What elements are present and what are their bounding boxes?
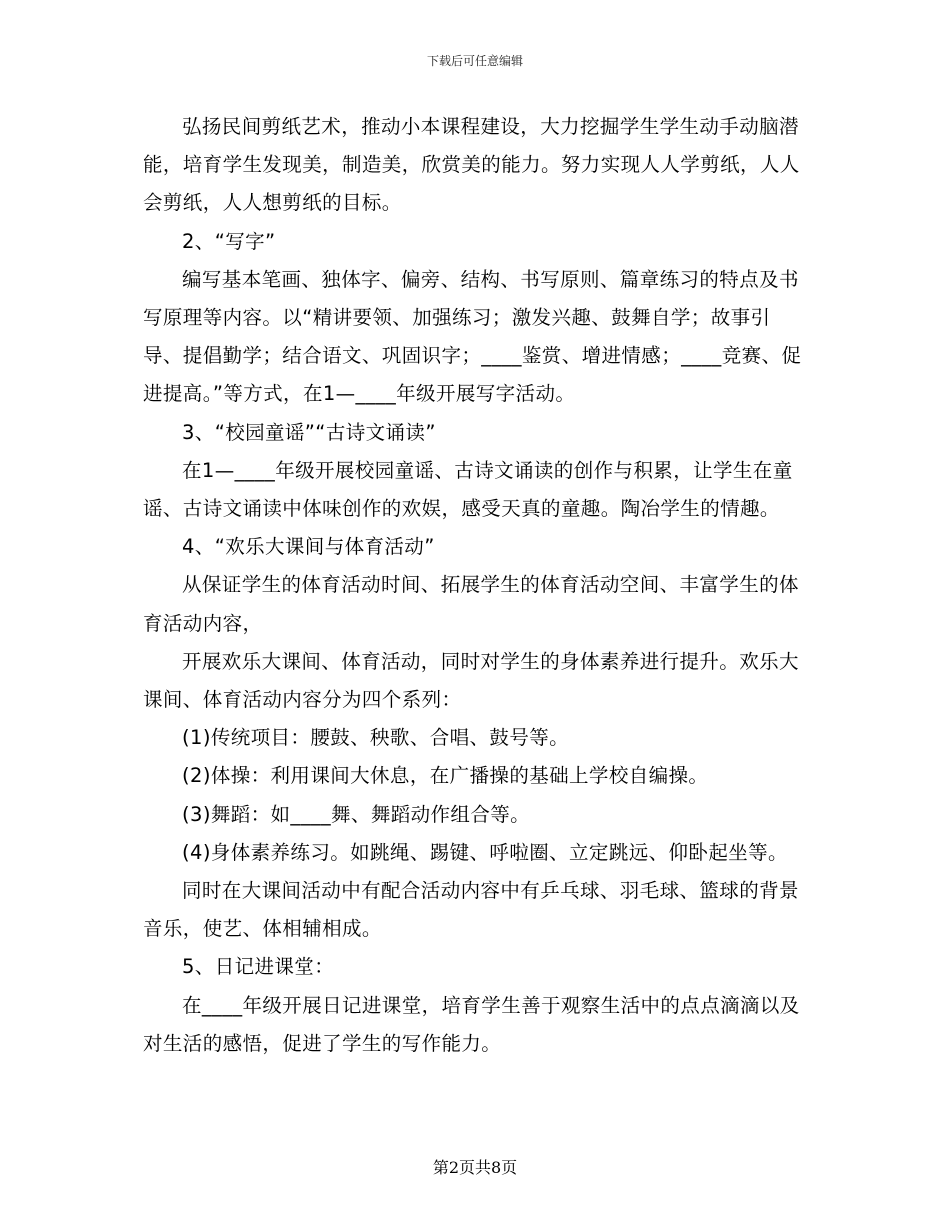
list-item-dance: (3)舞蹈：如____舞、舞蹈动作组合等。	[182, 802, 531, 826]
list-item-fitness: (4)身体素养练习。如跳绳、踢键、呼啦圈、立定跳远、仰卧起坐等。	[182, 840, 788, 864]
section-heading-writing: 2、“写字”	[182, 229, 276, 253]
section-heading-recess-sports: 4、“欢乐大课间与体育活动”	[182, 535, 435, 559]
paragraph-recess-sports-1: 从保证学生的体育活动时间、拓展学生的体育活动空间、丰富学生的体育活动内容，	[143, 573, 799, 635]
section-heading-diary: 5、日记进课堂：	[182, 955, 335, 979]
paragraph-diary: 在____年级开展日记进课堂，培育学生善于观察生活中的点点滴滴以及对生活的感悟，促进了学生的写作能力。	[143, 993, 800, 1055]
list-item-traditional: (1)传统项目：腰鼓、秧歌、合唱、鼓号等。	[182, 726, 570, 750]
page-number-footer: 第2页共8页	[432, 1158, 518, 1177]
paragraph-writing: 编写基本笔画、独体字、偏旁、结构、书写原则、篇章练习的特点及书写原理等内容。以“精讲要领、加强练习；激发兴趣、鼓舞自学；故事引导、提倡勤学；结合语文、巩固识字；____鉴赏、增进情感；____竞赛、促进提高。”等方式，在1—____年级开展写字活动。	[143, 267, 802, 406]
paragraph-recess-sports-2: 开展欢乐大课间、体育活动，同时对学生的身体素养进行提升。欢乐大课间、体育活动内容分为四个系列：	[143, 649, 799, 712]
list-item-gymnastics: (2)体操：利用课间大休息，在广播操的基础上学校自编操。	[182, 764, 709, 788]
section-heading-nursery-rhymes: 3、“校园童谣”“古诗文诵读”	[182, 420, 436, 444]
page-header: 下载后可任意编辑	[426, 54, 523, 68]
paragraph-nursery-rhymes: 在1—____年级开展校园童谣、古诗文诵读的创作与积累，让学生在童谣、古诗文诵读中体味创作的欢娱，感受天真的童趣。陶冶学生的情趣。	[143, 458, 793, 521]
document-body	[143, 108, 808, 1063]
paragraph-paper-cutting: 弘扬民间剪纸艺术，推动小本课程建设，大力挖掘学生学生动手动脑潜能，培育学生发现美，制造美，欣赏美的能力。努力实现人人学剪纸，人人会剪纸，人人想剪纸的目标。	[143, 115, 800, 215]
paragraph-background-music: 同时在大课间活动中有配合活动内容中有乒乓球、羽毛球、篮球的背景音乐，使艺、体相辅相成。	[143, 879, 799, 941]
